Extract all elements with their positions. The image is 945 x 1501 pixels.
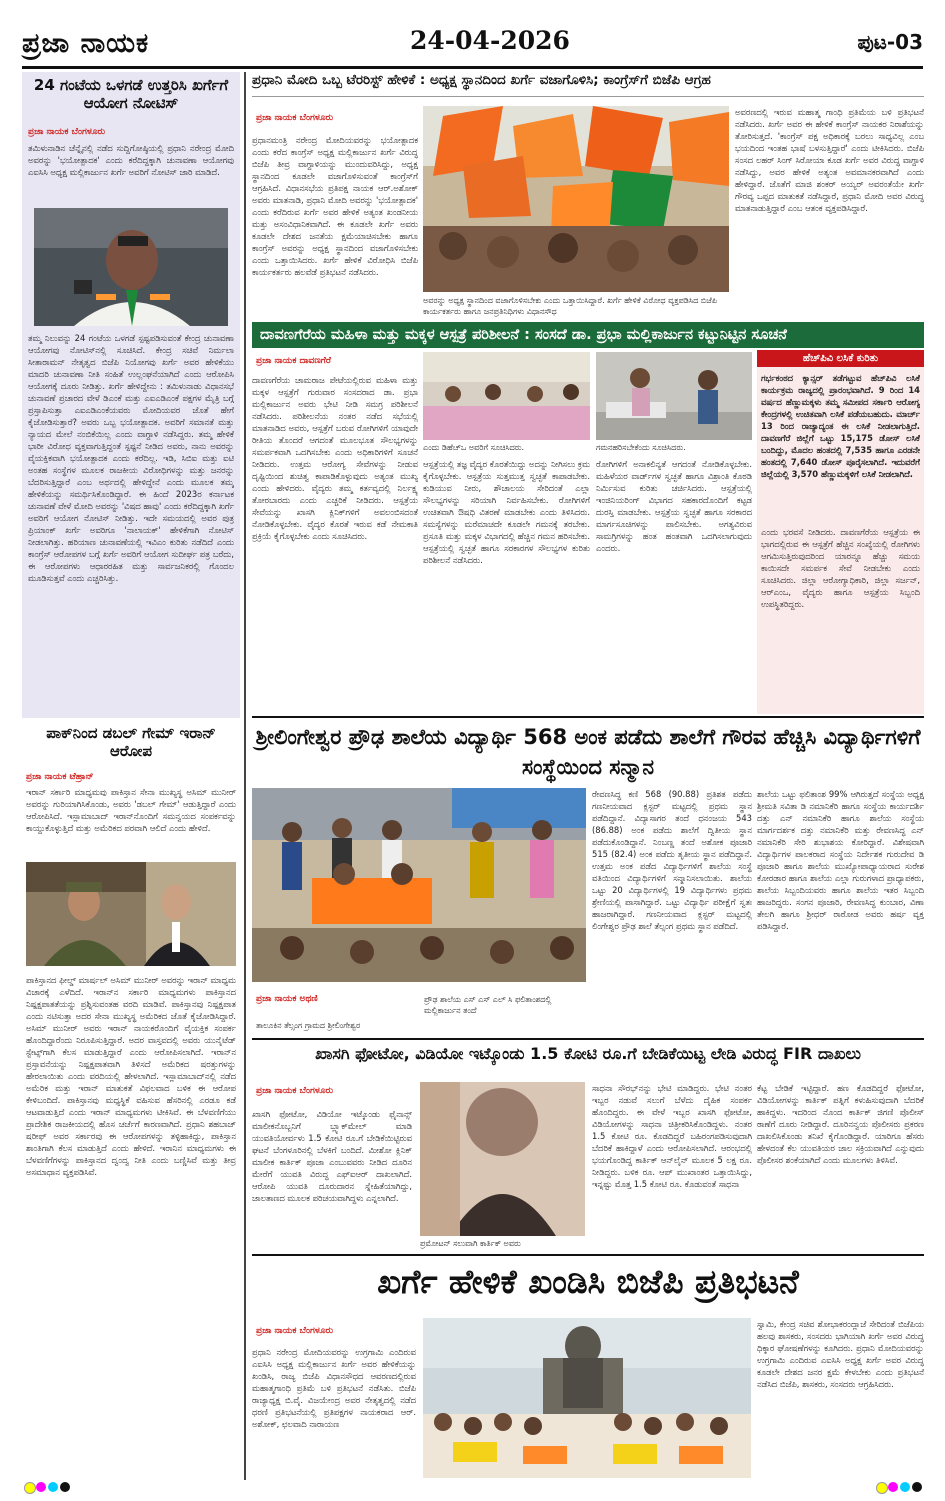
- hpv-sidebar-tail: ಎಂದು ಭರವಸೆ ನೀಡಿದರು. ದಾವಣಗೆರೆಯ ಆಸ್ಪತ್ರೆಯ ಈ ಭಾಗದಲ್ಲಿರುವ ಈ ಆಸ್ಪತ್ರೆಗೆ ಹೆಚ್ಚಿನ ಸಂಖ್ಯೆಯಲ್ಲಿ ರೋಗಿಗಳು ಆಗಮಿಸುತ್ತಿರುವುದರಿಂದ ಯಾರನ್ನೂ ಹೆಚ್ಚು ಸಮಯ ಕಾಯಿಸದೇ ಸಮರ್ಪಕ ಸೇವೆ ನೀಡಬೇಕು ಎಂದು ಸೂಚಿಸಿದರು. ಜಿಲ್ಲಾ ಆರೋಗ್ಯಾಧಿಕಾರಿ, ಜಿಲ್ಲಾ ಸರ್ಜನ್, ಆರ್‌ಎಂಒ, ವೈದ್ಯರು ಹಾಗೂ ಆಸ್ಪತ್ರೆಯ ಸಿಬ್ಬಂದಿ ಉಪಸ್ಥಿತರಿದ್ದರು.: [761, 527, 920, 609]
- modi-photo-caption: ಅವರನ್ನು ಅಧ್ಯಕ್ಷ ಸ್ಥಾನದಿಂದ ವಜಾಗೊಳಿಸಬೇಕು ಎಂದು ಒತ್ತಾಯಿಸಿದ್ದಾರೆ. ಖರ್ಗೆ ಹೇಳಿಕೆ ವಿರೋಧ ವ್ಯಕ್ತಪಡಿಸಿದ ಬಿಜೆಪಿ ಕಾರ್ಯಕರ್ತರು ಹಾಗೂ ಜನಪ್ರತಿನಿಧಿಗಳು ವಿಧಾನಸೌಧ: [423, 296, 717, 316]
- notice-lead: ತಮಿಳುನಾಡಿನ ಚೆನ್ನೈನಲ್ಲಿ ನಡೆದ ಸುದ್ದಿಗೋಷ್ಠಿಯಲ್ಲಿ ಪ್ರಧಾನಿ ನರೇಂದ್ರ ಮೋದಿ ಅವರನ್ನು 'ಭಯೋತ್ಪಾದಕ' ಎಂದು ಕರೆದಿದ್ದಕ್ಕಾಗಿ ಚುನಾವಣಾ ಆಯೋಗವು ಎಐಸಿಸಿ ಅಧ್ಯಕ್ಷ ಮಲ್ಲಿಕಾರ್ಜುನ ಖರ್ಗೆ ಅವರಿಗೆ ನೋಟಿಸ್ ಜಾರಿ ಮಾಡಿದೆ.: [28, 143, 234, 177]
- fir-col3: ಕೆಟ್ಟ ಬೇಡಿಕೆ ಇಟ್ಟಿದ್ದಾರೆ. ಹಣ ಕೊಡದಿದ್ದರೆ ಫೋಟೋ, ವಿಡಿಯೋಗಳನ್ನು ಕಾರ್ತಿಕ್ ಪತ್ನಿಗೆ ಕಳುಹಿಸುವುದಾಗಿ ಬೆದರಿಕೆ ಹಾಕಿದ್ದಳು. ಇದರಿಂದ ನೊಂದ ಕಾರ್ತಿಕ್ ಜಿಗಣಿ ಪೊಲೀಸ್ ಠಾಣೆಗೆ ದೂರು ನೀಡಿದ್ದಾರೆ. ದೂರಿನನ್ವಯ ಪೊಲೀಸರು ಪ್ರಕರಣ ದಾಖಲಿಸಿಕೊಂಡು ತನಿಖೆ ಕೈಗೊಂಡಿದ್ದಾರೆ. ಯಾರಿಗೂ ಹೆಸರು ಹೇಳದಂತೆ ಕೆಲ ಯುವತಿಯರ ಜಾಲ ಸಕ್ರಿಯವಾಗಿದೆ ಎನ್ನುವುದು ಪೊಲೀಸರ ಶಂಕೆಯಾಗಿದೆ ಎಂದು ಮೂಲಗಳು ತಿಳಿಸಿವೆ.: [757, 1083, 924, 1165]
- protest-body: ಪ್ರಧಾನಿ ನರೇಂದ್ರ ಮೋದಿಯವರನ್ನು ಉಗ್ರಗಾಮಿ ಎಂದಿರುವ ಎಐಸಿಸಿ ಅಧ್ಯಕ್ಷ ಮಲ್ಲಿಕಾರ್ಜುನ ಖರ್ಗೆ ಅವರ ಹೇಳಿಕೆಯನ್ನು ಖಂಡಿಸಿ, ರಾಜ್ಯ ಬಿಜೆಪಿ ವಿಧಾನಸೌಧದ ಆವರಣದಲ್ಲಿರುವ ಮಹಾತ್ಮಗಾಂಧಿ ಪ್ರತಿಮೆ ಬಳಿ ಪ್ರತಿಭಟನೆ ನಡೆಸಿತು. ಬಿಜೆಪಿ ರಾಜ್ಯಾಧ್ಯಕ್ಷ ಬಿ.ವೈ. ವಿಜಯೇಂದ್ರ ಅವರ ನೇತೃತ್ವದಲ್ಲಿ ನಡೆದ ಧರಣಿ ಪ್ರತಿಭಟನೆಯಲ್ಲಿ ಪ್ರತಿಪಕ್ಷಗಳ ನಾಯಕರಾದ ಆರ್. ಅಶೋಕ್, ಛಲವಾದಿ ನಾರಾಯಣ: [252, 1347, 416, 1429]
- masthead-title: ಪ್ರಜಾ ನಾಯಕ: [22, 28, 150, 59]
- school-photo-caption: ತಾಲೂಕಿನ ತೆಲ್ಸಂಗ ಗ್ರಾಮದ ಶ್ರೀಲಿಂಗೇಶ್ವರ: [256, 1021, 361, 1030]
- pakistan-body: ಪಾಕಿಸ್ತಾನದ ಫೀಲ್ಡ್ ಮಾರ್ಷಲ್ ಅಸಿಮ್ ಮುನೀರ್ ಅವರನ್ನು ಇರಾನ್ ಮಾಧ್ಯಮ ವಿಚಾರಕ್ಕೆ ಎಳೆದಿದೆ. ಇರಾನ್‌ನ ಸರ್ಕಾರಿ ಮಾಧ್ಯಮಗಳು ಪಾಕಿಸ್ತಾನದ ನಿಷ್ಪಕ್ಷಪಾತತೆಯನ್ನು ಪ್ರಶ್ನಿಸುವಂತಹ ವರದಿ ಮಾಡಿವೆ. ಪಾಕಿಸ್ತಾನವು ನಿಷ್ಪಕ್ಷಪಾತ ಎಂದು ನಟಿಸುತ್ತಾ ಅದರ ಸೇನಾ ಮುಖ್ಯಸ್ಥ ಅಮೆರಿಕದ ಜೊತೆ ಕೈಜೋಡಿಸಿದ್ದಾರೆ. ಅಸಿಮ್ ಮುನೀರ್ ಅವರು ಇರಾನ್ ನಾಯಕರೊಂದಿಗೆ ವೈಯಕ್ತಿಕ ಸಂಪರ್ಕ ಹೊಂದಿದ್ದಾರೆಂದು ನಿರೂಪಿಸುತ್ತಿದ್ದಾರೆ. ಅದರ ವಾಸ್ತವದಲ್ಲಿ ಅವರು ಯುನೈಟೆಡ್ ಸ್ಟೇಟ್ಸ್‌ಗಾಗಿ ಕೆಲಸ ಮಾಡುತ್ತಿದ್ದಾರೆ ಎಂದು ಆರೋಪಿಸಲಾಗಿದೆ. ಇರಾನ್‌ನ ಪ್ರಸ್ತಾವನೆಯನ್ನು ನಿಷ್ಪಕ್ಷಪಾತವಾಗಿ ತಿಳಿಸದೆ ಅಮೆರಿಕದ ಷರತ್ತುಗಳನ್ನು ಹೇರಲಾಯಿತು ಎಂದು ವರದಿಯಲ್ಲಿ ಹೇಳಲಾಗಿದೆ. ಇಸ್ಲಾಮಾಬಾದ್‌ನಲ್ಲಿ ನಡೆದ ಅಮೆರಿಕ ಮತ್ತು ಇರಾನ್ ಮಾತುಕತೆ ವಿಫಲವಾದ ಬಳಿಕ ಈ ಆರೋಪ ಕೇಳಿಬಂದಿದೆ. ಪಾಕಿಸ್ತಾನವು ಮಧ್ಯಸ್ಥಿಕೆ ವಹಿಸುವ ಹೆಸರಿನಲ್ಲಿ ಎರಡೂ ಕಡೆ ಆಟವಾಡುತ್ತಿದೆ ಎಂದು ಇರಾನ್ ಮಾಧ್ಯಮಗಳು ಟೀಕಿಸಿವೆ. ಈ ಬೆಳವಣಿಗೆಯು ಪ್ರಾದೇಶಿಕ ರಾಜಕೀಯದಲ್ಲಿ ಹೊಸ ಚರ್ಚೆಗೆ ಕಾರಣವಾಗಿದೆ. ಪ್ರಧಾನಿ ಶಹಬಾಜ್ ಷರೀಫ್ ಅವರ ಸರ್ಕಾರವು ಈ ಆರೋಪಗಳನ್ನು ತಳ್ಳಿಹಾಕಿದ್ದು, ಪಾಕಿಸ್ತಾನ ಶಾಂತಿಗಾಗಿ ಕೆಲಸ ಮಾಡುತ್ತಿದೆ ಎಂದು ಹೇಳಿದೆ. ಇರಾನಿನ ಮಾಧ್ಯಮಗಳು ಈ ಬೆಳವಣಿಗೆಗಳನ್ನು ಪಾಕಿಸ್ತಾನದ ದ್ವಂದ್ವ ನೀತಿ ಎಂದು ಬಣ್ಣಿಸಿವೆ ಮತ್ತು ತೀವ್ರ ಅಸಮಾಧಾನ ವ್ಯಕ್ತಪಡಿಸಿವೆ.: [26, 975, 236, 1177]
- registration-dot: [60, 1482, 70, 1492]
- modi-byline: ಪ್ರಜಾ ನಾಯಕ ಬೆಂಗಳೂರು: [256, 113, 334, 123]
- registration-dot: [888, 1482, 898, 1492]
- munir-photo: [26, 862, 236, 966]
- fir-col2: ಸಾಧನಾ ಸೌರಭ್‌ನನ್ನು ಭೇಟಿ ಮಾಡಿದ್ದರು. ಭೇಟಿ ನಂತರ ಇಬ್ಬರ ನಡುವೆ ಸಲುಗೆ ಬೆಳೆದು ದೈಹಿಕ ಸಂಪರ್ಕ ಹೊಂದಿದ್ದರು. ಈ ವೇಳೆ ಇಬ್ಬರ ಖಾಸಗಿ ಫೋಟೋ, ವಿಡಿಯೋಗಳನ್ನು ಸಾಧನಾ ಚಿತ್ರೀಕರಿಸಿಕೊಂಡಿದ್ದಳು. ನಂತರ 1.5 ಕೋಟಿ ರೂ. ಕೊಡದಿದ್ದರೆ ಬಹಿರಂಗಪಡಿಸುವುದಾಗಿ ಬೆದರಿಕೆ ಹಾಕಿದ್ದಾಳೆ ಎಂದು ಆರೋಪಿಸಲಾಗಿದೆ. ಆರಂಭದಲ್ಲಿ ಭಯಗೊಂಡಿದ್ದ ಕಾರ್ತಿಕ್ ಆನ್‌ಲೈನ್ ಮೂಲಕ 5 ಲಕ್ಷ ರೂ. ನೀಡಿದ್ದರು. ಬಳಿಕ ರೂ. ಆಪ್ ಮುಖಾಂತರ ಒತ್ತಾಯಿಸಿದ್ದು, ಇನ್ನಷ್ಟು ಮೊತ್ತ 1.5 ಕೋಟಿ ರೂ. ಕೊಡುವಂತೆ ಸಾಧನಾ: [592, 1083, 752, 1189]
- school-headline: ಶ್ರೀಲಿಂಗೇಶ್ವರ ಪ್ರೌಢ ಶಾಲೆಯ ವಿದ್ಯಾರ್ಥಿ 568 ಅಂಕ ಪಡೆದು ಶಾಲೆಗೆ ಗೌರವ ಹೆಚ್ಚಿಸಿ ವಿದ್ಯಾರ್ಥಿಗಳಿಗೆ ಸಂಸ್ಥೆಯಿಂದ ಸನ್ಮಾನ: [255, 725, 921, 780]
- notice-article: [22, 72, 240, 718]
- modi-side-text: ಅವರಣದಲ್ಲಿ ಇರುವ ಮಹಾತ್ಮ ಗಾಂಧಿ ಪ್ರತಿಮೆಯ ಬಳಿ ಪ್ರತಿಭಟನೆ ನಡೆಸಿದರು. ಖರ್ಗೆ ಅವರ ಈ ಹೇಳಿಕೆ ಕಾಂಗ್ರೆಸ್ ನಾಯಕರ ನಿರಾಶೆಯನ್ನು ತೋರಿಸುತ್ತದೆ. 'ಕಾಂಗ್ರೆಸ್ ಪಕ್ಷ ಅಧಿಕಾರಕ್ಕೆ ಬರಲು ಸಾಧ್ಯವಿಲ್ಲ ಎಂಬ ಭಯದಿಂದ ಇಂತಹ ಭಾಷೆ ಬಳಸುತ್ತಿದ್ದಾರೆ' ಎಂದು ಟೀಕಿಸಿದರು. ಬಿಜೆಪಿ ಸಂಸದ ಲಹರ್ ಸಿಂಗ್ ಸಿರೋಯಾ ಕೂಡ ಖರ್ಗೆ ಅವರ ವಿರುದ್ಧ ವಾಗ್ದಾಳಿ ನಡೆಸಿದ್ದು, ಅವರ ಹೇಳಿಕೆ ಅತ್ಯಂತ ಅವಮಾನಕರವಾಗಿದೆ ಎಂದು ಹೇಳಿದ್ದಾರೆ. ಜೊತೆಗೆ ಮಾಜಿ ಶಂಕರ್ ಅಯ್ಯರ್ ಅವರಂತೆಯೇ ಖರ್ಗೆ ಗೌರವ್ಯ ಒಪ್ಪದ ಮಾತುಕತೆ ನಡೆಸಿದ್ದಾರೆ, ಪ್ರಧಾನಿ ಮೋದಿ ಅವರ ವಿರುದ್ಧ ಮಾತನಾಡುತ್ತಿದ್ದಾರೆ ಎಂಬ ಆತಂಕ ವ್ಯಕ್ತಪಡಿಸಿದ್ದಾರೆ.: [735, 107, 924, 213]
- section-rule: [252, 1254, 924, 1256]
- hpv-sidebar: [757, 350, 924, 714]
- protest-headline: ಖರ್ಗೆ ಹೇಳಿಕೆ ಖಂಡಿಸಿ ಬಿಜೆಪಿ ಪ್ರತಿಭಟನೆ: [377, 1262, 799, 1301]
- gandhi-statue-protest-photo: [423, 1318, 751, 1478]
- hpv-sidebar-body: ಗರ್ಭಕಂಠದ ಕ್ಯಾನ್ಸರ್ ತಡೆಗಟ್ಟುವ ಹೆಚ್‌ಪಿವಿ ಲಸಿಕೆ ಕಾರ್ಯಕ್ರಮ ರಾಜ್ಯದಲ್ಲಿ ಪ್ರಾರಂಭವಾಗಿದೆ. 9 ರಿಂದ 14 ವರ್ಷದ ಹೆಣ್ಣುಮಕ್ಕಳು ತಮ್ಮ ಸಮೀಪದ ಸರ್ಕಾರಿ ಆರೋಗ್ಯ ಕೇಂದ್ರಗಳಲ್ಲಿ ಉಚಿತವಾಗಿ ಲಸಿಕೆ ಪಡೆಯಬಹುದು. ಮಾರ್ಚ್ 13 ರಿಂದ ರಾಜ್ಯಾದ್ಯಂತ ಈ ಲಸಿಕೆ ನೀಡಲಾಗುತ್ತಿದೆ. ದಾವಣಗೆರೆ ಜಿಲ್ಲೆಗೆ ಒಟ್ಟು 15,175 ಡೋಸ್ ಲಸಿಕೆ ಬಂದಿದ್ದು, ಮೊದಲ ಹಂತದಲ್ಲಿ 7,535 ಹಾಗೂ ಎರಡನೇ ಹಂತದಲ್ಲಿ 7,640 ಡೋಸ್ ಪೂರೈಸಲಾಗಿದೆ. ಇದುವರೆಗೆ ಜಿಲ್ಲೆಯಲ್ಲಿ 3,570 ಹೆಣ್ಣುಮಕ್ಕಳಿಗೆ ಲಸಿಕೆ ನೀಡಲಾಗಿದೆ.: [761, 373, 920, 479]
- meeting-photo: [423, 352, 590, 440]
- school-caption-right: ಪ್ರೌಢ ಶಾಲೆಯ ಎಸ್ ಎಸ್ ಎಲ್ ಸಿ ಫಲಿತಾಂಶದಲ್ಲಿ ಮಲ್ಲಿಕಾರ್ಜುನ ತಂದೆ: [424, 995, 552, 1015]
- registration-dot: [24, 1482, 36, 1494]
- modi-rule: [252, 96, 924, 97]
- masthead-date: 24-04-2026: [410, 26, 570, 55]
- ward-photo: [596, 352, 752, 440]
- modi-headline: ಪ್ರಧಾನಿ ಮೋದಿ ಒಬ್ಬ ಟೆರರಿಸ್ಟ್ ಹೇಳಿಕೆ : ಅಧ್ಯಕ್ಷ ಸ್ಥಾನದಿಂದ ಖರ್ಗೆ ವಜಾಗೊಳಿಸಿ; ಕಾಂಗ್ರೆಸ್‌ಗೆ ಬಿಜೆಪಿ ಆಗ್ರಹ: [252, 72, 711, 88]
- pakistan-article: [22, 722, 240, 1478]
- school-body-2: ಶಾಲೆಯ ಒಟ್ಟು ಫಲಿತಾಂಶ 99% ಆಗಿರುತ್ತದೆ ಸಂಸ್ಥೆಯ ಅಧ್ಯಕ್ಷ ಶ್ರೀಮತಿ ಸವಿತಾ ಡಿ ನಮಾನಿಕೆರಿ ಹಾಗೂ ಸಂಸ್ಥೆಯ ಕಾರ್ಯದರ್ಶಿ ದತ್ತು ಎನ್ ನಮಾನಿಕೆರಿ ಹಾಗೂ ಶಾಲೆಯ ಸಂಸ್ಥೆಯ ಮಾರ್ಗದರ್ಶಕ ದತ್ತು ನಮಾನಿಕೆರಿ ಮತ್ತು ರೇವಣಸಿದ್ಧ ಎನ್ ನಮಾನಿಕೆರಿ ಸೇರಿ ಶುಭಾಶಯ ಕೋರಿದ್ದಾರೆ. ವಿಶೇಷವಾಗಿ ವಿದ್ಯಾರ್ಥಿಗಳ ಪಾಲಕರಾದ ಸಂಸ್ಥೆಯ ನಿರ್ದೇಶಕ ಗುರುದೇವ ಡಿ ಪೂಜಾರಿ ಹಾಗೂ ಶಾಲೆಯ ಮುಖ್ಯೋಪಾಧ್ಯಾಯರಾದ ಸುರೇಶ ಕೋರಡಾರ ಹಾಗೂ ಶಾಲೆಯ ಎಲ್ಲಾ ಗುರುಗಳಾದ ಪ್ರಾಧ್ಯಾಪಕರು, ಶಾಲೆಯ ಸಿಬ್ಬಂದಿಯವರು ಹಾಗೂ ಶಾಲೆಯ ಇತರ ಸಿಬ್ಬಂದಿ ಹಾಜರಿದ್ದರು. ಸಂಗನ ಪೂಜಾರಿ, ರೇವಣಸಿದ್ಧ ಕುಂಬಾರ, ವಿಣಾ ತೇಲಗಿ ಹಾಗೂ ಶ್ರೀಧರ್ ರಾಠೋಡ ಅವರು ಹರ್ಷ ವ್ಯಕ್ತ ಪಡಿಸಿದ್ದಾರೆ.: [757, 789, 924, 931]
- kharge-photo: [34, 208, 228, 326]
- registration-dot: [876, 1482, 888, 1494]
- pakistan-lead: ಇರಾನ್ ಸರ್ಕಾರಿ ಮಾಧ್ಯಮವು ಪಾಕಿಸ್ತಾನ ಸೇನಾ ಮುಖ್ಯಸ್ಥ ಅಸಿಮ್ ಮುನೀರ್ ಅವರನ್ನು ಗುರಿಯಾಗಿಸಿಕೊಂಡು, ಅವರು 'ಡಬಲ್ ಗೇಮ್' ಆಡುತ್ತಿದ್ದಾರೆ ಎಂದು ಆರೋಪಿಸಿದೆ. ಇಸ್ಲಾಮಾಬಾದ್ ಇರಾನ್‌ನೊಂದಿಗೆ ಸಮನ್ವಯದ ಸಂಪರ್ಕವನ್ನು ಕಾಯ್ದುಕೊಳ್ಳುತ್ತಿದೆ ಮತ್ತು ಅಮೆರಿಕದ ಪರವಾಗಿ ಆಲಿದೆ ಎಂದು ಹೇಳಿದೆ.: [26, 787, 236, 833]
- hospital-col2: ಆಸ್ಪತ್ರೆಯಲ್ಲಿ ತಜ್ಞ ವೈದ್ಯರ ಕೊರತೆಯಿದ್ದು ಅದನ್ನು ನೀಗಿಸಲು ಕ್ರಮ ಕೈಗೊಳ್ಳಬೇಕು. ಆಸ್ಪತ್ರೆಯ ಸುತ್ತಮುತ್ತ ಸ್ವಚ್ಛತೆ ಕಾಪಾಡಬೇಕು. ಕುಡಿಯುವ ನೀರು, ಶೌಚಾಲಯ ಸೇರಿದಂತೆ ಎಲ್ಲಾ ಸೌಲಭ್ಯಗಳನ್ನು ಸರಿಯಾಗಿ ನಿರ್ವಹಿಸಬೇಕು. ರೋಗಿಗಳಿಗೆ ಉಚಿತವಾಗಿ ಔಷಧಿ ವಿತರಣೆ ಮಾಡಬೇಕು ಎಂದು ತಿಳಿಸಿದರು. ಸಮಸ್ಯೆಗಳನ್ನು ಮರೆಮಾಚದೇ ಕೂಡಲೇ ಗಮನಕ್ಕೆ ತರಬೇಕು. ಪ್ರಸೂತಿ ಮತ್ತು ಮಕ್ಕಳ ವಿಭಾಗದಲ್ಲಿ ಹೆಚ್ಚಿನ ಗಮನ ಹರಿಸಬೇಕು. ಆಸ್ಪತ್ರೆಯಲ್ಲಿ ಸ್ವಚ್ಛತೆ ಹಾಗೂ ಸರಕಾರಗಳ ಸೌಲಭ್ಯಗಳ ಕುರಿತು ಪರಿಶೀಲನೆ ನಡೆಸಿದರು.: [423, 459, 590, 565]
- page-number: ಪುಟ-03: [857, 30, 923, 54]
- column-divider: [244, 72, 246, 1480]
- modi-body: ಪ್ರಧಾನಮಂತ್ರಿ ನರೇಂದ್ರ ಮೋದಿಯವರನ್ನು ಭಯೋತ್ಪಾದಕ ಎಂದು ಕರೆದ ಕಾಂಗ್ರೆಸ್ ಅಧ್ಯಕ್ಷ ಮಲ್ಲಿಕಾರ್ಜುನ ಖರ್ಗೆ ವಿರುದ್ಧ ಬಿಜೆಪಿ ತೀವ್ರ ವಾಗ್ದಾಳಿಯನ್ನು ಮುಂದುವರಿಸಿದ್ದು, ಅಧ್ಯಕ್ಷ ಸ್ಥಾನದಿಂದ ಕೂಡಲೇ ವಜಾಗೊಳಿಸುವಂತೆ ಕಾಂಗ್ರೆಸ್‌ಗೆ ಆಗ್ರಹಿಸಿದೆ. ವಿಧಾನಸಭೆಯ ಪ್ರತಿಪಕ್ಷ ನಾಯಕ ಆರ್.ಅಶೋಕ್ ಅವರು ಮಾತನಾಡಿ, ಪ್ರಧಾನಿ ಮೋದಿ ಅವರನ್ನು 'ಭಯೋತ್ಪಾದಕ' ಎಂದು ಕರೆದಿರುವ ಖರ್ಗೆ ಅವರ ಹೇಳಿಕೆ ಅತ್ಯಂತ ಖಂಡನೀಯ ಮತ್ತು ಅಸಂವಿಧಾನಿಕವಾಗಿದೆ. ಈ ಕೂಡಲೇ ಖರ್ಗೆ ಅವರು ಕೂಡಲೇ ದೇಶದ ಜನತೆಯ ಕ್ಷಮೆಯಾಚಿಸಬೇಕು ಹಾಗೂ ಕಾಂಗ್ರೆಸ್ ಅವರನ್ನು ಅಧ್ಯಕ್ಷ ಸ್ಥಾನದಿಂದ ವಜಾಗೊಳಿಸಬೇಕು ಎಂದು ಒತ್ತಾಯಿಸಿದರು. ಖರ್ಗೆ ಹೇಳಿಕೆ ವಿರೋಧಿಸಿ ಬಿಜೆಪಿ ಕಾರ್ಯಕರ್ತರು ಹಲವೆಡೆ ಪ್ರತಿಭಟನೆ ನಡೆಸಿದರು.: [252, 135, 418, 277]
- protest-byline: ಪ್ರಜಾ ನಾಯಕ ಬೆಂಗಳೂರು: [256, 1326, 334, 1336]
- protest-side-text: ಸ್ವಾಮಿ, ಕೇಂದ್ರ ಸಚಿವ ಶೋಭಾಕರಂದ್ಲಾಜೆ ಸೇರಿದಂತೆ ಬಿಜೆಪಿಯ ಹಲವು ಶಾಸಕರು, ಸಂಸದರು ಭಾಗಿಯಾಗಿ ಖರ್ಗೆ ಅವರ ವಿರುದ್ಧ ಧಿಕ್ಕಾರ ಘೋಷಣೆಗಳನ್ನು ಕೂಗಿದರು. ಪ್ರಧಾನಿ ಮೋದಿಯವರನ್ನು ಉಗ್ರಗಾಮಿ ಎಂದಿರುವ ಎಐಸಿಸಿ ಅಧ್ಯಕ್ಷ ಖರ್ಗೆ ಅವರ ವಿರುದ್ಧ ಕೂಡಲೇ ದೇಶದ ಜನರ ಕ್ಷಮೆ ಕೇಳಬೇಕು ಎಂದು ಪ್ರತಿಭಟನೆ ನಡೆಸಿದ ಬಿಜೆಪಿ, ಶಾಸಕರು, ಸಂಸದರು ಆಗ್ರಹಿಸಿದರು.: [757, 1319, 924, 1389]
- hospital-byline: ಪ್ರಜಾ ನಾಯಕ ದಾವಣಗೆರೆ: [256, 356, 332, 366]
- hpv-sidebar-title: ಹೆಚ್‌ಪಿವಿ ಲಸಿಕೆ ಕುರಿತು: [757, 350, 924, 367]
- notice-headline: 24 ಗಂಟೆಯ ಒಳಗಡೆ ಉತ್ತರಿಸಿ ಖರ್ಗೆಗೆ ಆಯೋಗ ನೋಟಿಸ್: [33, 76, 229, 112]
- pakistan-headline: ಪಾಕ್‌ನಿಂದ ಡಬಲ್ ಗೇಮ್ ಇರಾನ್ ಆರೋಪ: [46, 724, 216, 760]
- school-felicitation-photo: [252, 788, 586, 982]
- notice-body: ತಮ್ಮ ನಿಲುವನ್ನು 24 ಗಂಟೆಯ ಒಳಗಡೆ ಸ್ಪಷ್ಟಪಡಿಸುವಂತೆ ಕೇಂದ್ರ ಚುನಾವಣಾ ಆಯೋಗವು ನೋಟಿಸ್‌ನಲ್ಲಿ ಸೂಚಿಸಿದೆ. ಕೇಂದ್ರ ಸಚಿವೆ ನಿರ್ಮಲಾ ಸೀತಾರಾಮನ್ ನೇತೃತ್ವದ ಬಿಜೆಪಿ ನಿಯೋಗವು ಖರ್ಗೆ ಅವರ ಹೇಳಿಕೆಯು ಮಾದರಿ ಚುನಾವಣಾ ನೀತಿ ಸಂಹಿತೆ ಉಲ್ಲಂಘನೆಯಾಗಿದೆ ಎಂದು ಆರೋಪಿಸಿ ಆಯೋಗಕ್ಕೆ ದೂರು ನೀಡಿತ್ತು. ಖರ್ಗೆ ಹೇಳಿದ್ದೇನು : ತಮಿಳುನಾಡು ವಿಧಾನಸಭೆ ಚುನಾವಣೆ ಪ್ರಚಾರದ ವೇಳೆ ಡಿಎಂಕೆ ಮತ್ತು ಎಐಎಡಿಎಂಕೆ ಪಕ್ಷಗಳ ಮೈತ್ರಿ ಬಗ್ಗೆ ಪ್ರಸ್ತಾಪಿಸುತ್ತಾ ಎಐಎಡಿಎಂಕೆಯವರು ಮೋದಿಯವರ ಜೊತೆ ಹೇಗೆ ಕೈಜೋಡಿಸುತ್ತಾರೆ? ಅವರು ಒಬ್ಬ ಭಯೋತ್ಪಾದಕ. ಅವರಿಗೆ ಸಮಾನತೆ ಮತ್ತು ನ್ಯಾಯದ ಮೇಲೆ ನಂಬಿಕೆಯಿಲ್ಲ ಎಂದು ವಾಗ್ದಾಳಿ ನಡೆಸಿದ್ದರು. ತಮ್ಮ ಹೇಳಿಕೆ ಭಾರೀ ವಿರೋಧ ವ್ಯಕ್ತವಾಗುತ್ತಿದ್ದಂತೆ ಸ್ಪಷ್ಟನೆ ನೀಡಿದ ಅವರು, ನಾನು ಅವರನ್ನು ವೈಯಕ್ತಿಕವಾಗಿ ಭಯೋತ್ಪಾದಕ ಎಂದು ಕರೆದಿಲ್ಲ. ಇಡಿ, ಸಿಬಿಐ ಮತ್ತು ಐಟಿ ಅಂತಹ ಸಂಸ್ಥೆಗಳ ಮೂಲಕ ರಾಜಕೀಯ ವಿರೋಧಿಗಳನ್ನು ಮತ್ತು ಜನರನ್ನು ಬೆದರಿಸುತ್ತಿದ್ದಾರೆ ಎಂಬ ಅರ್ಥದಲ್ಲಿ ಹೇಳಿದ್ದೇನೆ ಎಂದು ಮೂಲಕ ತಮ್ಮ ಹೇಳಿಕೆಯನ್ನು ಸಮರ್ಥಿಸಿಕೊಂಡಿದ್ದಾರೆ. ಈ ಹಿಂದೆ 2023ರ ಕರ್ನಾಟಕ ಚುನಾವಣೆ ವೇಳೆ ಮೋದಿ ಅವರನ್ನು 'ವಿಷದ ಹಾವು' ಎಂದು ಕರೆದಿದ್ದಕ್ಕಾಗಿ ಖರ್ಗೆ ಅವರಿಗೆ ಆಯೋಗ ನೋಟಿಸ್ ನೀಡಿತ್ತು. ಇದೇ ಸಮಯದಲ್ಲಿ ಅವರ ಪುತ್ರ ಪ್ರಿಯಾಂಕ್ ಖರ್ಗೆ ಅವರಿಗೂ 'ನಾಲಾಯಕ್' ಹೇಳಿಕೆಗಾಗಿ ನೋಟಿಸ್ ನೀಡಲಾಗಿತ್ತು. ಹರಿಯಾಣ ಚುನಾವಣೆಯಲ್ಲಿ ಇವಿಎಂ ಕುರಿತು ನಡೆದಿದೆ ಎಂದು ಕಾಂಗ್ರೆಸ್ ಆರೋಪಗಳ ಬಗ್ಗೆ ಖರ್ಗೆ ಅವರಿಗೆ ಆಯೋಗ ಸುದೀರ್ಘ ಪತ್ರ ಬರೆದು, ಈ ಆರೋಪಗಳು ಆಧಾರರಹಿತ ಮತ್ತು ಸಾರ್ವಜನಿಕರಲ್ಲಿ ಗೊಂದಲ ಮೂಡಿಸುತ್ತವೆ ಎಂದು ಎಚ್ಚರಿಸಿತ್ತು.: [28, 333, 234, 583]
- registration-dot: [36, 1482, 46, 1492]
- fir-photo-caption: ಪ್ರಮೋಟನ್ ಸಲುವಾಗಿ ಕಾರ್ತಿಕ್ ಅವರು: [420, 1239, 521, 1248]
- fir-byline: ಪ್ರಜಾ ನಾಯಕ ಬೆಂಗಳೂರು: [256, 1086, 334, 1096]
- school-byline: ಪ್ರಜಾ ನಾಯಕ ಅಥಣಿ: [256, 994, 318, 1004]
- ward-caption: ಗಮನಹರಿಸಬೇಕೆಂದು ಸೂಚಿಸಿದರು.: [596, 443, 686, 452]
- registration-dot: [48, 1482, 58, 1492]
- accused-photo-blurred: [420, 1082, 585, 1236]
- meeting-caption: ಎಂದು ಡಿಹೆಚ್‌ಒ ಅವರಿಗೆ ಸೂಚಿಸಿದರು.: [423, 443, 525, 452]
- notice-byline: ಪ್ರಜಾ ನಾಯಕ ಬೆಂಗಳೂರು: [28, 127, 106, 137]
- registration-dot: [912, 1482, 922, 1492]
- hospital-col3: ರೋಗಿಗಳಿಗೆ ಅನಾಕಲಿನ್ಯತೆ ಆಗದಂತೆ ನೋಡಿಕೊಳ್ಳಬೇಕು. ಮಹಿಳೆಯರ ವಾರ್ಡ್‌ಗಳ ಸ್ವಚ್ಛತೆ ಹಾಗೂ ವಿಶ್ರಾಂತಿ ಕೊಠಡಿ ನಿರ್ಮಿಸುವ ಕುರಿತು ಚರ್ಚಿಸಿದರು. ಆಸ್ಪತ್ರೆಯಲ್ಲಿ ಇಂಜಿನಿಯರಿಂಗ್ ವಿಭಾಗದ ಸಹಕಾರದೊಂದಿಗೆ ಕಟ್ಟಡ ದುರಸ್ತಿ ಮಾಡಬೇಕು. ಆಸ್ಪತ್ರೆಯ ಸ್ವಚ್ಛತೆ ಹಾಗೂ ಸರಕಾರದ ಮಾರ್ಗಸೂಚಿಗಳನ್ನು ಪಾಲಿಸಬೇಕು. ಅಗತ್ಯವಿರುವ ಸಾಮಗ್ರಿಗಳನ್ನು ಹಂತ ಹಂತವಾಗಿ ಒದಗಿಸಲಾಗುವುದು ಎಂದರು.: [596, 459, 752, 553]
- school-body: ರೇವಣಸಿದ್ಧ ಕಣಿ 568 (90.88) ಪ್ರತಿಶತ ಪಡೆದು ಗಣನೀಯವಾದ ಕ್ಲಸ್ಟರ್ ಮಟ್ಟದಲ್ಲಿ ಪ್ರಥಮ ಸ್ಥಾನ ಪಡೆದಿದ್ದಾನೆ. ವಿದ್ಯಾಸಾಗರ ತಂದೆ ಧನಂಜಯ 543 (86.88) ಅಂಕ ಪಡೆದು ಶಾಲೆಗೆ ದ್ವಿತೀಯ ಸ್ಥಾನ ಪಡೆದುಕೊಂಡಿದ್ದಾನೆ. ನಿಂಬಣ್ಣ ತಂದೆ ಅಶೋಕ ಪೂಜಾರಿ 515 (82.4) ಅಂಕ ಪಡೆದು ತೃತೀಯ ಸ್ಥಾನ ಪಡೆದಿದ್ದಾನೆ. ಉತ್ತಮ ಅಂಕ ಪಡೆದ ವಿದ್ಯಾರ್ಥಿಗಳಿಗೆ ಶಾಲೆಯ ಸಂಸ್ಥೆ ವತಿಯಿಂದ ವಿದ್ಯಾರ್ಥಿಗಳಿಗೆ ಸನ್ಮಾನಿಸಲಾಯಿತು. ಶಾಲೆಯ ಒಟ್ಟು 20 ವಿದ್ಯಾರ್ಥಿಗಳಲ್ಲಿ 19 ವಿದ್ಯಾರ್ಥಿಗಳು ಪ್ರಥಮ ಶ್ರೇಣಿಯಲ್ಲಿ ಪಾಸಾಗಿದ್ದಾರೆ. ಒಟ್ಟು ವಿದ್ಯಾರ್ಥಿ ಪರೀಕ್ಷೆಗೆ ಸ್ವತಃ ಹಾಜರಾಗಿದ್ದಾರೆ. ಗಣನೀಯವಾದ ಕ್ಲಸ್ಟರ್ ಮಟ್ಟದಲ್ಲಿ ಲಿಂಗೇಶ್ವರ ಪ್ರೌಢ ಶಾಲೆ ತೆಲ್ಸಂಗ ಪ್ರಥಮ ಸ್ಥಾನ ಪಡೆದಿದೆ.: [592, 789, 752, 931]
- masthead-rule: [22, 66, 923, 69]
- bjp-protest-photo: [423, 106, 729, 292]
- registration-dot: [900, 1482, 910, 1492]
- pakistan-byline: ಪ್ರಜಾ ನಾಯಕ ಟೆಹ್ರಾನ್: [26, 772, 94, 782]
- hospital-body: ದಾವಣಗೆರೆಯ ಚಾಮರಾಜ ಪೇಟೆಯಲ್ಲಿರುವ ಮಹಿಳಾ ಮತ್ತು ಮಕ್ಕಳ ಆಸ್ಪತ್ರೆಗೆ ಗುರುವಾರ ಸಂಸದರಾದ ಡಾ. ಪ್ರಭಾ ಮಲ್ಲಿಕಾರ್ಜುನ ಅವರು ಭೇಟಿ ನೀಡಿ ಸಮಗ್ರ ಪರಿಶೀಲನೆ ನಡೆಸಿದರು. ಪರಿಶೀಲನೆಯ ನಂತರ ನಡೆದ ಸಭೆಯಲ್ಲಿ ಮಾತನಾಡಿದ ಅವರು, ಆಸ್ಪತ್ರೆಗೆ ಬರುವ ರೋಗಿಗಳಿಗೆ ಯಾವುದೇ ರೀತಿಯ ತೊಂದರೆ ಆಗದಂತೆ ಮೂಲಭೂತ ಸೌಲಭ್ಯಗಳನ್ನು ಸಮರ್ಪಕವಾಗಿ ಒದಗಿಸಬೇಕು ಎಂದು ಅಧಿಕಾರಿಗಳಿಗೆ ಸೂಚನೆ ನೀಡಿದರು. ಉತ್ತಮ ಆರೋಗ್ಯ ಸೇವೆಗಳನ್ನು ನೀಡುವ ದೃಷ್ಟಿಯಿಂದ ಶುಚಿತ್ವ ಕಾಪಾಡಿಕೊಳ್ಳುವುದು ಅತ್ಯಂತ ಮುಖ್ಯ ಎಂದು ಹೇಳಿದರು. ವೈದ್ಯರು ತಮ್ಮ ಕರ್ತವ್ಯದಲ್ಲಿ ನಿರ್ಲಕ್ಷ್ಯ ತೋರಬಾರದು ಎಂದು ಎಚ್ಚರಿಕೆ ನೀಡಿದರು. ಆಸ್ಪತ್ರೆಯ ಸೇವೆಯನ್ನು ಖಾಸಗಿ ಕ್ಲಿನಿಕ್‌ಗಳಿಗೆ ಅವಲಂಬಿಸದಂತೆ ನೋಡಿಕೊಳ್ಳಬೇಕು. ವೈದ್ಯರ ಕೊರತೆ ಇರುವ ಕಡೆ ನೇಮಕಾತಿ ಪ್ರಕ್ರಿಯೆ ಕೈಗೊಳ್ಳಬೇಕು ಎಂದು ಸೂಚಿಸಿದರು.: [252, 375, 418, 541]
- hospital-headline: ದಾವಣಗೆರೆಯ ಮಹಿಳಾ ಮತ್ತು ಮಕ್ಕಳ ಆಸ್ಪತ್ರೆ ಪರಿಶೀಲನೆ : ಸಂಸದೆ ಡಾ. ಪ್ರಭಾ ಮಲ್ಲಿಕಾರ್ಜುನ ಕಟ್ಟುನಿಟ್ಟಿನ ಸೂಚನೆ: [252, 322, 924, 348]
- fir-body: ಖಾಸಗಿ ಫೋಟೋ, ವಿಡಿಯೋ ಇಟ್ಕೊಂಡು ಫೈನಾನ್ಸ್ ಮಾಲೀಕನೊಬ್ಬನಿಗೆ ಬ್ಲ್ಯಾಕ್‌ಮೇಲ್ ಮಾಡಿ ಯುವತಿಯೋರ್ವಳು 1.5 ಕೋಟಿ ರೂ.ಗೆ ಬೇಡಿಕೆಯಿಟ್ಟಿರುವ ಘಟನೆ ಬೆಂಗಳೂರಿನಲ್ಲಿ ಬೆಳಕಿಗೆ ಬಂದಿದೆ. ಮೀಶೋ ಕ್ಲಿನಿಕ್ ಮಾಲೀಕ ಕಾರ್ತಿಕ್ ಪೂಜಾ ಎಂಬುವವರು ನೀಡಿದ ದೂರಿನ ಮೇರೆಗೆ ಯುವತಿ ವಿರುದ್ಧ ಎಫ್‌ಐಆರ್ ದಾಖಲಾಗಿದೆ. ಆರೋಪಿ ಯುವತಿ ದೂರುದಾರನ ಸ್ನೇಹಿತೆಯಾಗಿದ್ದು, ಜಾಲತಾಣದ ಮೂಲಕ ಪರಿಚಯವಾಗಿದ್ದಳು ಎನ್ನಲಾಗಿದೆ.: [252, 1109, 412, 1203]
- section-rule: [252, 716, 924, 718]
- fir-headline: ಖಾಸಗಿ ಫೋಟೋ, ವಿಡಿಯೋ ಇಟ್ಕೊಂಡು 1.5 ಕೋಟಿ ರೂ.ಗೆ ಬೇಡಿಕೆಯಿಟ್ಟ ಲೇಡಿ ವಿರುದ್ಧ FIR ದಾಖಲು: [315, 1044, 861, 1063]
- section-rule: [252, 1038, 924, 1040]
